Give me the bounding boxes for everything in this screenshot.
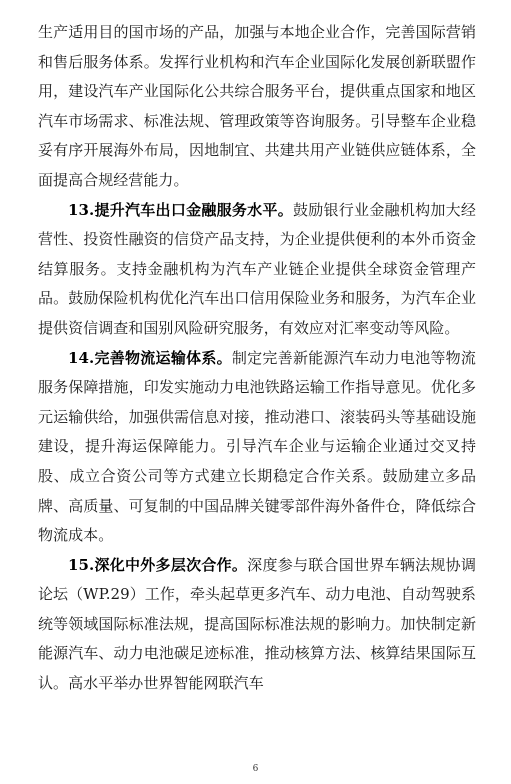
paragraph-text: 生产适用目的国市场的产品，加强与本地企业合作，完善国际营销和售后服务体系。发挥行业机构和汽车企业国际化发展创新联盟作用，建设汽车产业国际化公共综合服务平台，提供重点国家和地区汽车市场需求、标准法规、管理政策等咨询服务。引导整车企业稳妥有序开展海外布局，因地制宜、共建共用产业链供应链体系，全面提高合规经营能力。 [38, 23, 476, 189]
paragraph-text: 深度参与联合国世界车辆法规协调论坛（WP.29）工作，牵头起草更多汽车、动力电池、自动驾驶系统等领域国际标准法规，提高国际标准法规的影响力。加快制定新能源汽车、动力电池碳足迹标准，推动核算方法、核算结果国际互认。高水平举办世界智能网联汽车 [38, 555, 476, 693]
section-heading-13: 13.提升汽车出口金融服务水平。 [68, 200, 293, 219]
section-heading-14: 14.完善物流运输体系。 [68, 348, 232, 367]
paragraph-text: 制定完善新能源汽车动力电池等物流服务保障措施，印发实施动力电池铁路运输工作指导意见。优化多元运输供给，加强供需信息对接，推动港口、滚装码头等基础设施建设，提升海运保障能力。引导汽车企业与运输企业通过交叉持股、成立合资公司等方式建立长期稳定合作关系。鼓励建立多品牌、高质量、可复制的中国品牌关键零部件海外备件仓，降低综合物流成本。 [38, 348, 476, 545]
section-heading-15: 15.深化中外多层次合作。 [68, 555, 248, 574]
paragraph-14-logistics [38, 344, 476, 551]
paragraph-text: 鼓励银行业金融机构加大经营性、投资性融资的信贷产品支持，为企业提供便利的本外币资金结算服务。支持金融机构为汽车产业链企业提供全球资金管理产品。鼓励保险机构优化汽车出口信用保险业务和服务，为汽车企业提供资信调查和国别风险研究服务，有效应对汇率变动等风险。 [38, 200, 476, 337]
paragraph-15-cooperation [38, 551, 476, 699]
document-page [38, 18, 476, 699]
paragraph-continuation [38, 18, 476, 196]
paragraph-13-export-finance [38, 196, 476, 344]
page-number: 6 [252, 764, 259, 774]
